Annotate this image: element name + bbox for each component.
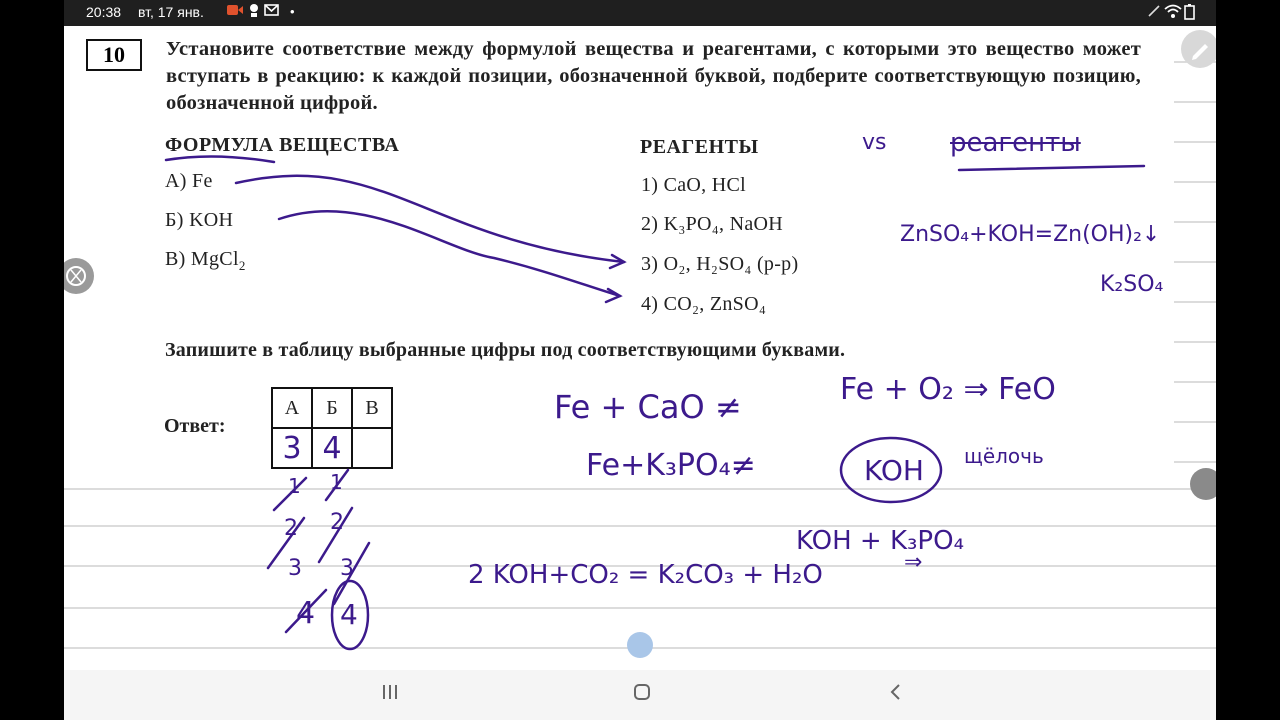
formula-letter: А): [165, 170, 187, 192]
reagent-num: 1): [641, 174, 659, 196]
formula-letter: В): [165, 248, 186, 270]
reagent-num: 4): [641, 293, 659, 315]
arrow-head-4: [606, 289, 620, 302]
tally-4b: 4: [340, 598, 358, 631]
scroll-handle[interactable]: [627, 632, 653, 658]
hw-reagent-word: реагенты: [950, 128, 1081, 158]
pencil-icon: [1181, 30, 1216, 68]
tally-2b: 2: [330, 510, 344, 535]
underline-reagent-word: [959, 166, 1144, 170]
back-icon: [886, 682, 906, 702]
hw-eq-zn: ZnSO₄+KOH=Zn(OH)₂↓: [900, 222, 1161, 247]
answer-label: Ответ:: [164, 415, 226, 437]
tablet-screen: [64, 0, 1216, 720]
formula-value: MgCl: [190, 248, 239, 270]
question-number: 10: [86, 39, 142, 71]
tally-1a: 1: [288, 474, 301, 498]
formula-header: ФОРМУЛА ВЕЩЕСТВА: [165, 134, 400, 156]
recorder-bubble[interactable]: [1190, 468, 1216, 500]
tally-3a: 3: [288, 556, 302, 581]
reagent-num: 2): [641, 213, 659, 235]
home-icon: [632, 682, 652, 702]
hw-fe-cao: Fe + CaO ≠: [554, 388, 742, 426]
underline-formula-header: [166, 156, 274, 162]
hw-fe-o2: Fe + O₂ ⇒ FeO: [840, 372, 1056, 407]
formula-subscript: 2: [238, 258, 246, 273]
hw-koh: KOH: [864, 454, 924, 487]
tally-4a: 4: [296, 596, 316, 631]
hw-eq-co2: 2 KOH+CO₂ = K₂CO₃ + H₂O: [468, 560, 823, 590]
question-text: Установите соответствие между формулой вещества и реагентами, с которыми это вещество может вступать в реакцию: к каждой позиции, обозначенной буквой, подберите соответствующую позицию, обозначенной цифрой.: [166, 38, 1141, 114]
navigation-bar: [64, 670, 1216, 720]
answer-header-v: В: [352, 388, 392, 428]
reagent-text: K₃PO₄, NaOH: [663, 213, 784, 235]
home-button[interactable]: [632, 682, 652, 707]
tally-1b: 1: [330, 470, 343, 494]
formula-value: KOH: [189, 209, 234, 231]
reagent-text: O₂, H₂SO₄ (р-р): [663, 253, 799, 275]
recent-apps-icon: [380, 682, 400, 702]
hw-koh-k3po4: KOH + K₃PO₄: [796, 526, 964, 556]
answer-cell-a[interactable]: 3: [272, 428, 312, 468]
edit-pen-button[interactable]: [1181, 30, 1216, 68]
answer-header-a: А: [272, 388, 312, 428]
hw-arrow: ⇒: [904, 550, 923, 575]
status-time: 20:38: [86, 4, 122, 20]
formula-letter: Б): [165, 209, 184, 231]
hw-k2so4: K₂SO₄: [1100, 272, 1164, 297]
reagent-text: CO₂, ZnSO₄: [663, 293, 767, 315]
tally-3b: 3: [340, 556, 354, 581]
hw-alkali: щёлочь: [964, 444, 1044, 468]
reagents-header: РЕАГЕНТЫ: [640, 136, 759, 158]
tally-2a: 2: [284, 516, 298, 541]
floating-side-button[interactable]: [64, 258, 94, 294]
instruction-text: Запишите в таблицу выбранные цифры под соответствующими буквами.: [165, 339, 846, 361]
recent-apps-button[interactable]: [380, 682, 400, 707]
hw-vs: vs: [862, 130, 887, 155]
answer-cell-b[interactable]: 4: [312, 428, 352, 468]
formula-value: Fe: [192, 170, 213, 192]
status-date: вт, 17 янв.: [138, 4, 204, 20]
aperture-icon: [64, 258, 94, 294]
arrow-fe-to-3: [236, 176, 624, 262]
back-button[interactable]: [886, 682, 906, 707]
reagent-text: CaO, HCl: [663, 174, 746, 196]
reagent-num: 3): [641, 253, 659, 275]
hw-fe-k3po4: Fe+K₃PO₄≠: [586, 448, 756, 483]
status-dot: •: [290, 4, 295, 19]
answer-header-b: Б: [312, 388, 352, 428]
